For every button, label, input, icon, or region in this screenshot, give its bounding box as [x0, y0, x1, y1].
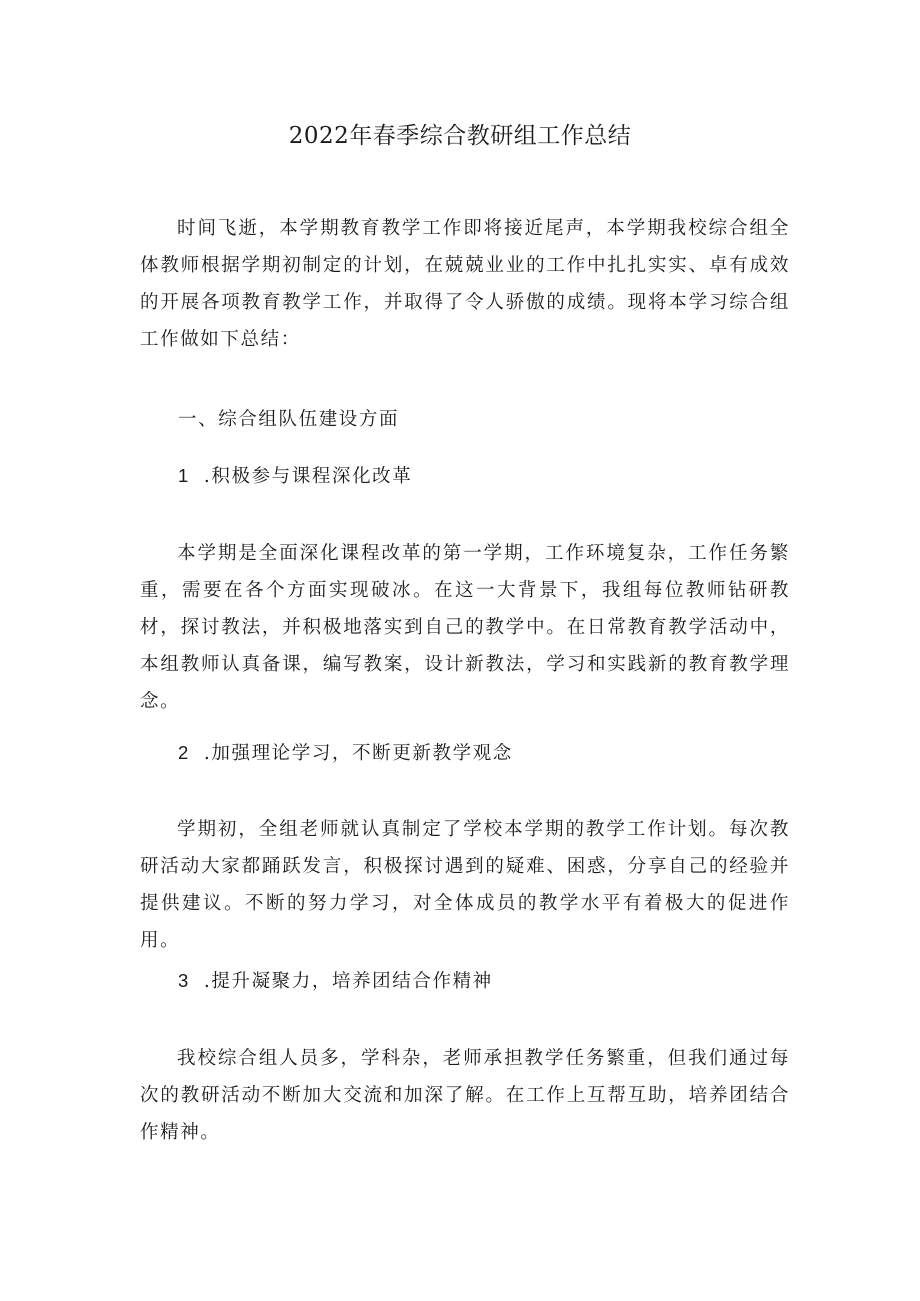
item-heading-2 — [178, 738, 513, 769]
item-heading-3 — [178, 966, 493, 997]
item-number: 3 — [178, 970, 190, 991]
item-body-2: 学期初，全组老师就认真制定了学校本学期的教学工作计划。每次教研活动大家都踊跃发言，积极探讨遇到的疑难、困惑，分享自己的经验并提供建议。不断的努力学习，对全体成员的教学水平有着极大的促进作用。 — [140, 819, 790, 951]
item-heading-text: .加强理论学习，不断更新教学观念 — [203, 743, 513, 764]
document-title: 2022年春季综合教研组工作总结 — [288, 123, 632, 149]
item-heading-text: .积极参与课程深化改革 — [203, 466, 413, 487]
item-number: 2 — [178, 742, 190, 763]
section-heading-1: 一、综合组队伍建设方面 — [178, 409, 400, 430]
item-body-1: 本学期是全面深化课程改革的第一学期，工作环境复杂，工作任务繁重，需要在各个方面实现破冰。在这一大背景下，我组每位教师钻研教材，探讨教法，并积极地落实到自己的教学中。在日常教育教学活动中，本组教师认真备课，编写教案，设计新教法，学习和实践新的教育教学理念。 — [140, 543, 790, 712]
item-number: 1 — [178, 465, 190, 486]
item-body-3: 我校综合组人员多，学科杂，老师承担教学任务繁重，但我们通过每次的教研活动不断加大交流和加深了解。在工作上互帮互助，培养团结合作精神。 — [140, 1048, 790, 1143]
intro-paragraph: 时间飞逝，本学期教育教学工作即将接近尾声，本学期我校综合组全体教师根据学期初制定的计划，在兢兢业业的工作中扎扎实实、卓有成效的开展各项教育教学工作，并取得了令人骄傲的成绩。现将本学习综合组工作做如下总结： — [140, 218, 790, 350]
item-heading-1 — [178, 461, 412, 492]
item-heading-text: .提升凝聚力，培养团结合作精神 — [203, 971, 493, 992]
